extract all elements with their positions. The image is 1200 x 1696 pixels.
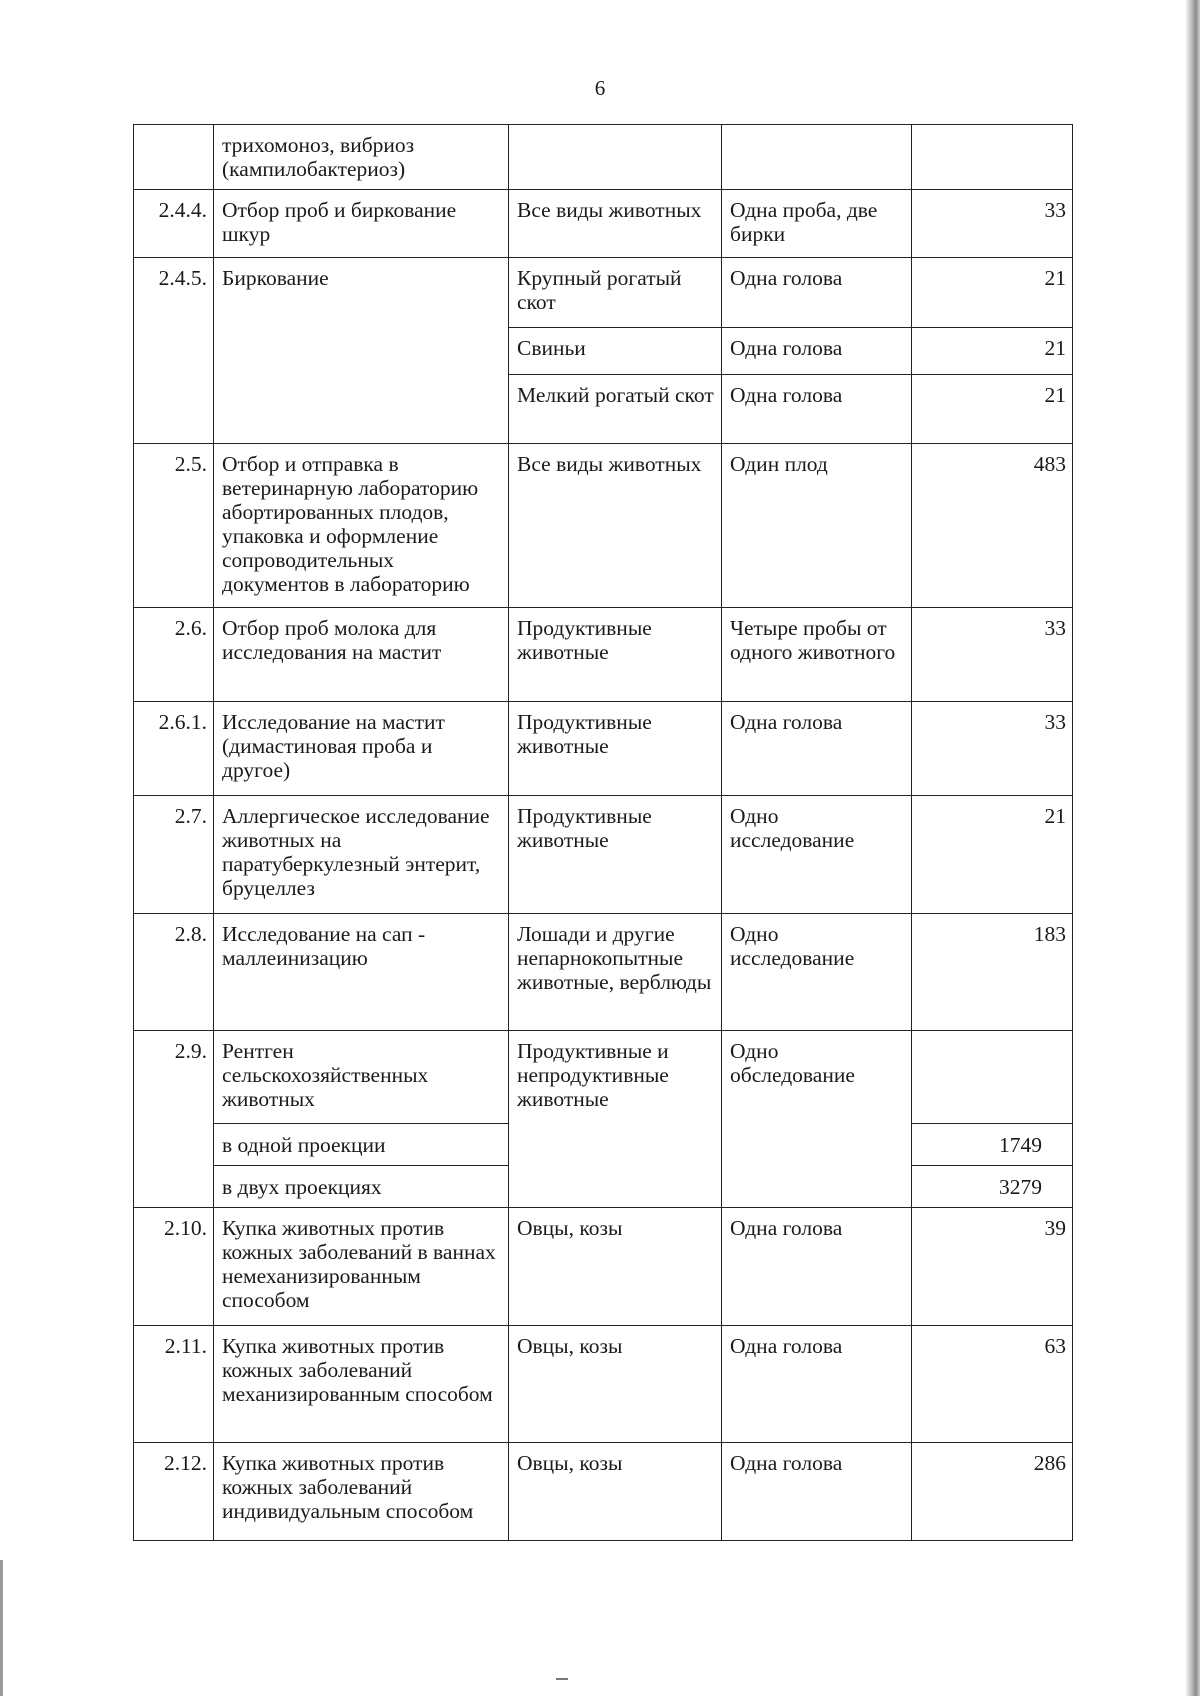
service-name: Отбор и отправка в ветеринарную лабораторию абортированных плодов, упаковка и оформление сопроводительных документов в лабораторию (214, 444, 509, 608)
animal-type: Овцы, козы (509, 1208, 722, 1326)
animal-type: Овцы, козы (509, 1326, 722, 1443)
service-name: трихомоноз, вибриоз (кампилобактериоз) (214, 125, 509, 190)
price: 39 (912, 1208, 1073, 1326)
price: 21 (912, 258, 1073, 328)
animal-type: Продуктивные животные (509, 796, 722, 914)
tariff-table (133, 124, 1073, 1541)
item-number: 2.4.4. (134, 190, 214, 258)
page-number: 6 (594, 76, 606, 100)
service-name: Исследование на сап - маллеинизацию (214, 914, 509, 1031)
item-number: 2.4.5. (134, 258, 214, 444)
table-row (134, 258, 1073, 328)
animal-type (509, 125, 722, 190)
item-number: 2.10. (134, 1208, 214, 1326)
unit-of-measure: Одна голова (722, 702, 912, 796)
service-name: Купка животных против кожных заболеваний индивидуальным способом (214, 1443, 509, 1541)
animal-type: Продуктивные животные (509, 702, 722, 796)
unit-of-measure: Одна проба, две бирки (722, 190, 912, 258)
service-name: Купка животных против кожных заболеваний механизированным способом (214, 1326, 509, 1443)
price: 21 (912, 375, 1073, 444)
table-row (134, 1208, 1073, 1326)
table-row (134, 190, 1073, 258)
service-name: Аллергическое исследование животных на паратуберкулезный энтерит, бруцеллез (214, 796, 509, 914)
service-name: Биркование (214, 258, 509, 444)
service-name: Отбор проб и биркование шкур (214, 190, 509, 258)
unit-of-measure: Одна голова (722, 1443, 912, 1541)
unit-of-measure (722, 125, 912, 190)
price: 21 (912, 796, 1073, 914)
table-row (134, 608, 1073, 702)
item-number: 2.6. (134, 608, 214, 702)
animal-type: Мелкий рогатый скот (509, 375, 722, 444)
unit-of-measure: Один плод (722, 444, 912, 608)
service-name: Рентген сельскохозяйственных животных (214, 1031, 509, 1124)
service-name: в двух проекциях (214, 1166, 509, 1208)
price (912, 125, 1073, 190)
item-number: 2.5. (134, 444, 214, 608)
table-row (134, 796, 1073, 914)
service-name: в одной проекции (214, 1124, 509, 1166)
item-number: 2.9. (134, 1031, 214, 1208)
animal-type: Лошади и другие непарнокопытные животные, верблюды (509, 914, 722, 1031)
item-number: 2.7. (134, 796, 214, 914)
price: 33 (912, 702, 1073, 796)
unit-of-measure: Одна голова (722, 1208, 912, 1326)
price: 483 (912, 444, 1073, 608)
unit-of-measure: Одна голова (722, 1326, 912, 1443)
animal-type: Овцы, козы (509, 1443, 722, 1541)
scan-page-edge (1186, 0, 1200, 1696)
animal-type: Все виды животных (509, 190, 722, 258)
price: 286 (912, 1443, 1073, 1541)
item-number: 2.6.1. (134, 702, 214, 796)
scan-left-mark (0, 1560, 3, 1696)
animal-type: Крупный рогатый скот (509, 258, 722, 328)
table-row (134, 444, 1073, 608)
price: 21 (912, 328, 1073, 375)
scan-mark (556, 1678, 568, 1680)
price: 63 (912, 1326, 1073, 1443)
table-row (134, 1443, 1073, 1541)
unit-of-measure: Одно исследование (722, 796, 912, 914)
table-row (134, 914, 1073, 1031)
price: 33 (912, 608, 1073, 702)
item-number: 2.12. (134, 1443, 214, 1541)
service-name: Исследование на мастит (димастиновая проба и другое) (214, 702, 509, 796)
unit-of-measure: Одна голова (722, 328, 912, 375)
unit-of-measure: Четыре пробы от одного животного (722, 608, 912, 702)
table-row (134, 702, 1073, 796)
service-name: Купка животных против кожных заболеваний в ваннах немеханизированным способом (214, 1208, 509, 1326)
price: 3279 (912, 1166, 1073, 1208)
table-row (134, 125, 1073, 190)
animal-type: Свиньи (509, 328, 722, 375)
item-number: 2.8. (134, 914, 214, 1031)
item-number (134, 125, 214, 190)
unit-of-measure: Одно обследование (722, 1031, 912, 1208)
unit-of-measure: Одна голова (722, 375, 912, 444)
price: 1749 (912, 1124, 1073, 1166)
price: 183 (912, 914, 1073, 1031)
unit-of-measure: Одно исследование (722, 914, 912, 1031)
service-name: Отбор проб молока для исследования на мастит (214, 608, 509, 702)
table-row (134, 1031, 1073, 1124)
price: 33 (912, 190, 1073, 258)
unit-of-measure: Одна голова (722, 258, 912, 328)
animal-type: Продуктивные животные (509, 608, 722, 702)
animal-type: Все виды животных (509, 444, 722, 608)
animal-type: Продуктивные и непродуктивные животные (509, 1031, 722, 1208)
item-number: 2.11. (134, 1326, 214, 1443)
price (912, 1031, 1073, 1124)
table-row (134, 1326, 1073, 1443)
